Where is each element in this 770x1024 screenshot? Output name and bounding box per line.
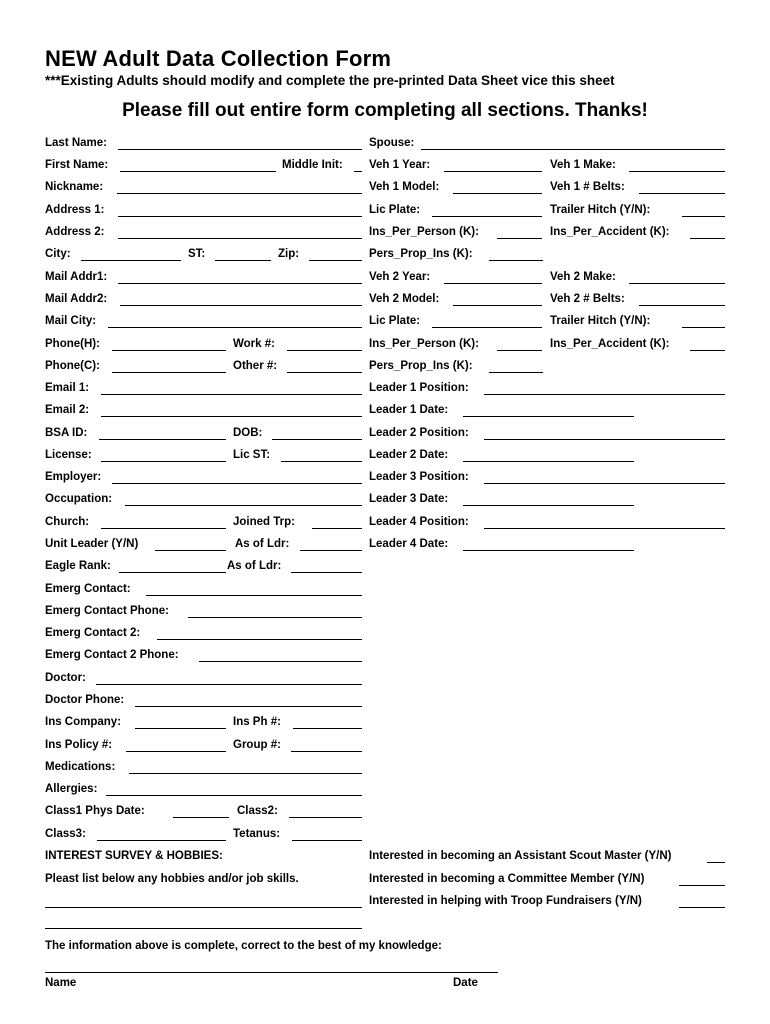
last-name-field[interactable] [118,149,362,150]
eagle-rank-label: Eagle Rank: [45,560,111,572]
emerg-contact-label: Emerg Contact: [45,583,131,595]
employer-label: Employer: [45,471,102,483]
emerg-contact-phone-label: Emerg Contact Phone: [45,605,169,617]
veh2-belts-field[interactable] [639,305,725,306]
as-of-ldr-2-field[interactable] [291,572,362,573]
veh2-belts-label: Veh 2 # Belts: [550,293,625,305]
last-name-label: Last Name: [45,137,107,149]
leader2-date-label: Leader 2 Date: [369,449,449,461]
license-field[interactable] [101,461,226,462]
occupation-field[interactable] [125,505,362,506]
leader4-date-label: Leader 4 Date: [369,538,449,550]
allergies-field[interactable] [106,795,362,796]
mail-city-field[interactable] [108,327,362,328]
doctor-field[interactable] [96,684,362,685]
veh2-model-label: Veh 2 Model: [369,293,440,305]
church-label: Church: [45,516,90,528]
ins-per-accident-1-label: Ins_Per_Accident (K): [550,226,670,238]
city-label: City: [45,248,71,260]
ins-policy-field[interactable] [126,751,226,752]
emerg-contact-phone-field[interactable] [188,617,362,618]
ins-policy-label: Ins Policy #: [45,739,113,751]
spouse-label: Spouse: [369,137,415,149]
email1-field[interactable] [101,394,362,395]
signature-line[interactable] [45,972,498,973]
middle-init-field[interactable] [354,171,362,172]
veh1-year-label: Veh 1 Year: [369,159,431,171]
email2-field[interactable] [101,416,362,417]
address2-label: Address 2: [45,226,105,238]
ins-per-person-1-label: Ins_Per_Person (K): [369,226,479,238]
work-phone-label: Work #: [233,338,275,350]
committee-member-answer[interactable] [679,885,725,886]
emerg-contact2-phone-label: Emerg Contact 2 Phone: [45,649,179,661]
ins-per-accident-2-label: Ins_Per_Accident (K): [550,338,670,350]
nickname-field[interactable] [117,193,362,194]
pers-prop-ins-1-field[interactable] [489,260,543,261]
leader2-position-field[interactable] [484,439,725,440]
state-label: ST: [188,248,206,260]
bsa-id-label: BSA ID: [45,427,88,439]
tetanus-field[interactable] [292,840,362,841]
veh1-model-field[interactable] [453,193,542,194]
veh1-make-label: Veh 1 Make: [550,159,616,171]
ins-per-accident-1-field[interactable] [690,238,725,239]
leader3-position-field[interactable] [484,483,725,484]
as-of-ldr-1-label: As of Ldr: [235,538,290,550]
group-number-field[interactable] [291,751,362,752]
lic-plate-1-field[interactable] [432,216,542,217]
nickname-label: Nickname: [45,181,104,193]
form-subtitle: ***Existing Adults should modify and complete the pre-printed Data Sheet vice this sheet [45,73,615,88]
phone-cell-label: Phone(C): [45,360,100,372]
form-title: NEW Adult Data Collection Form [45,46,392,71]
veh2-model-field[interactable] [453,305,542,306]
doctor-phone-field[interactable] [135,706,362,707]
leader4-date-field[interactable] [463,550,634,551]
unit-leader-label: Unit Leader (Y/N) [45,538,139,550]
trailer-hitch-2-field[interactable] [682,327,725,328]
phone-home-field[interactable] [112,350,226,351]
trailer-hitch-1-label: Trailer Hitch (Y/N): [550,204,651,216]
ins-phone-label: Ins Ph #: [233,716,281,728]
ins-per-person-2-label: Ins_Per_Person (K): [369,338,479,350]
group-number-label: Group #: [233,739,281,751]
class3-field[interactable] [97,840,226,841]
trailer-hitch-1-field[interactable] [682,216,725,217]
class1-phys-date-field[interactable] [173,817,229,818]
pers-prop-ins-2-field[interactable] [489,372,543,373]
fundraisers-question: Interested in helping with Troop Fundraisers (Y/N) [369,895,642,907]
leader1-position-field[interactable] [484,394,725,395]
leader3-date-field[interactable] [463,505,634,506]
bsa-id-field[interactable] [99,439,226,440]
hobbies-line-2[interactable] [45,928,362,929]
veh1-year-field[interactable] [444,171,542,172]
phone-cell-field[interactable] [112,372,226,373]
emerg-contact2-field[interactable] [157,639,362,640]
ins-per-person-1-field[interactable] [497,238,542,239]
asst-scoutmaster-question: Interested in becoming an Assistant Scout Master (Y/N) [369,850,672,862]
emerg-contact2-label: Emerg Contact 2: [45,627,141,639]
class3-label: Class3: [45,828,86,840]
emerg-contact-field[interactable] [146,595,362,596]
email1-label: Email 1: [45,382,90,394]
veh1-belts-label: Veh 1 # Belts: [550,181,625,193]
employer-field[interactable] [112,483,362,484]
name-label: Name [45,977,77,989]
committee-member-question: Interested in becoming a Committee Member (Y/N) [369,873,645,885]
hobbies-line-1[interactable] [45,907,362,908]
leader3-position-label: Leader 3 Position: [369,471,469,483]
state-field[interactable] [215,260,271,261]
city-field[interactable] [81,260,181,261]
work-phone-field[interactable] [287,350,362,351]
class1-phys-date-label: Class1 Phys Date: [45,805,145,817]
mail-addr2-field[interactable] [120,305,362,306]
unit-leader-field[interactable] [155,550,226,551]
mail-addr1-field[interactable] [118,283,362,284]
church-field[interactable] [101,528,226,529]
leader1-date-field[interactable] [463,416,634,417]
emerg-contact2-phone-field[interactable] [199,661,362,662]
mail-city-label: Mail City: [45,315,97,327]
other-phone-field[interactable] [287,372,362,373]
class2-label: Class2: [237,805,278,817]
interest-survey-heading: INTEREST SURVEY & HOBBIES: [45,850,223,862]
class2-field[interactable] [289,817,362,818]
veh2-year-label: Veh 2 Year: [369,271,431,283]
dob-label: DOB: [233,427,263,439]
hobbies-prompt: Pleast list below any hobbies and/or job skills. [45,873,299,885]
veh1-belts-field[interactable] [639,193,725,194]
leader4-position-label: Leader 4 Position: [369,516,469,528]
lic-plate-1-label: Lic Plate: [369,204,421,216]
ins-company-field[interactable] [135,728,226,729]
veh2-make-label: Veh 2 Make: [550,271,616,283]
zip-field[interactable] [309,260,362,261]
address1-field[interactable] [118,216,362,217]
first-name-label: First Name: [45,159,109,171]
first-name-field[interactable] [120,171,276,172]
ins-per-person-2-field[interactable] [497,350,542,351]
lic-plate-2-label: Lic Plate: [369,315,421,327]
medications-label: Medications: [45,761,116,773]
dob-field[interactable] [272,439,362,440]
trailer-hitch-2-label: Trailer Hitch (Y/N): [550,315,651,327]
ins-per-accident-2-field[interactable] [690,350,725,351]
zip-label: Zip: [278,248,300,260]
medications-field[interactable] [129,773,362,774]
spouse-field[interactable] [421,149,725,150]
mail-addr1-label: Mail Addr1: [45,271,108,283]
mail-addr2-label: Mail Addr2: [45,293,108,305]
certification-statement: The information above is complete, correct to the best of my knowledge: [45,940,442,952]
joined-troop-label: Joined Trp: [233,516,295,528]
leader1-position-label: Leader 1 Position: [369,382,469,394]
doctor-phone-label: Doctor Phone: [45,694,125,706]
email2-label: Email 2: [45,404,90,416]
veh1-make-field[interactable] [629,171,725,172]
allergies-label: Allergies: [45,783,98,795]
eagle-rank-field[interactable] [119,572,226,573]
occupation-label: Occupation: [45,493,113,505]
address2-field[interactable] [118,238,362,239]
veh2-year-field[interactable] [444,283,542,284]
middle-init-label: Middle Init: [282,159,343,171]
address1-label: Address 1: [45,204,105,216]
lic-state-label: Lic ST: [233,449,271,461]
leader1-date-label: Leader 1 Date: [369,404,449,416]
ins-phone-field[interactable] [293,728,362,729]
leader4-position-field[interactable] [484,528,725,529]
veh1-model-label: Veh 1 Model: [369,181,440,193]
as-of-ldr-1-field[interactable] [300,550,362,551]
pers-prop-ins-1-label: Pers_Prop_Ins (K): [369,248,473,260]
lic-state-field[interactable] [281,461,362,462]
other-phone-label: Other #: [233,360,278,372]
phone-home-label: Phone(H): [45,338,100,350]
veh2-make-field[interactable] [629,283,725,284]
fundraisers-answer[interactable] [679,907,725,908]
asst-scoutmaster-answer[interactable] [707,862,725,863]
as-of-ldr-2-label: As of Ldr: [227,560,282,572]
lic-plate-2-field[interactable] [432,327,542,328]
doctor-label: Doctor: [45,672,86,684]
leader2-position-label: Leader 2 Position: [369,427,469,439]
date-label: Date [453,977,478,989]
ins-company-label: Ins Company: [45,716,122,728]
joined-troop-field[interactable] [312,528,362,529]
tetanus-label: Tetanus: [233,828,281,840]
pers-prop-ins-2-label: Pers_Prop_Ins (K): [369,360,473,372]
leader2-date-field[interactable] [463,461,634,462]
license-label: License: [45,449,92,461]
leader3-date-label: Leader 3 Date: [369,493,449,505]
form-instruction: Please fill out entire form completing all sections. Thanks! [122,100,648,121]
